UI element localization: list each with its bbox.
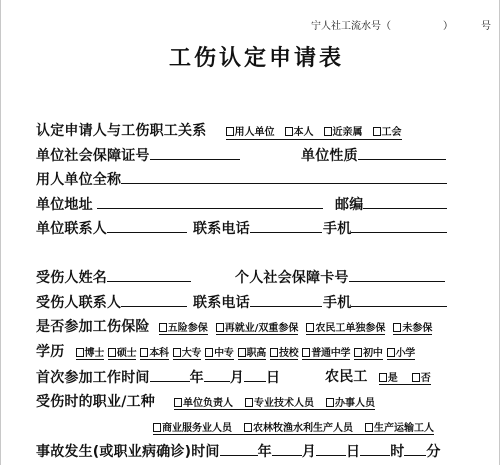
- social-card-row: [235, 268, 445, 285]
- page-title: 工伤认定申请表: [169, 46, 345, 71]
- migrant-option-yes[interactable]: 是: [379, 373, 398, 384]
- education-option[interactable]: 硕士: [108, 348, 136, 360]
- checkbox-icon[interactable]: [108, 348, 116, 357]
- accident-day-field[interactable]: [316, 442, 346, 456]
- checkbox-icon[interactable]: [302, 348, 310, 357]
- migrant-label: 农民工: [325, 369, 368, 385]
- unit-mobile-field[interactable]: [351, 219, 447, 233]
- education-option[interactable]: 大专: [173, 348, 201, 360]
- postcode-field[interactable]: [363, 195, 447, 209]
- injured-contact-label: 受伤人联系人: [36, 295, 122, 311]
- injured-contact-row: [36, 293, 187, 310]
- checkbox-icon[interactable]: [379, 373, 387, 382]
- education-option[interactable]: 中专: [205, 348, 233, 360]
- education-option[interactable]: 普通中学: [302, 348, 350, 360]
- checkbox-icon[interactable]: [324, 127, 332, 136]
- injured-name-field[interactable]: [107, 268, 191, 282]
- insurance-options: [159, 323, 433, 334]
- occupation-options-row1: [174, 398, 375, 410]
- checkbox-icon[interactable]: [140, 348, 148, 357]
- accident-hour-field[interactable]: [360, 442, 390, 456]
- unit-phone-row: [193, 219, 322, 236]
- minute-label: 分: [426, 444, 441, 460]
- unit-contact-label: 单位联系人: [36, 221, 107, 237]
- checkbox-icon[interactable]: [306, 323, 314, 332]
- first-work-day-field[interactable]: [244, 368, 266, 382]
- occupation-option[interactable]: 专业技术人员: [245, 398, 314, 409]
- first-work-year-field[interactable]: [150, 368, 190, 382]
- accident-year-field[interactable]: [220, 442, 258, 456]
- education-option[interactable]: 初中: [354, 348, 382, 360]
- education-option[interactable]: 职高: [238, 348, 266, 360]
- address-row: [36, 195, 323, 212]
- relation-option-employer[interactable]: 用人单位: [226, 127, 275, 138]
- day-label: 日: [346, 444, 361, 460]
- unit-phone-label: 联系电话: [193, 221, 250, 237]
- month-label: 月: [301, 444, 317, 460]
- unit-nature-label: 单位性质: [301, 148, 358, 164]
- social-card-field[interactable]: [349, 268, 445, 282]
- unit-name-field[interactable]: [121, 170, 447, 184]
- hour-label: 时: [390, 444, 405, 460]
- checkbox-icon[interactable]: [387, 348, 395, 357]
- first-work-row: [36, 368, 280, 385]
- migrant-options: [379, 373, 431, 385]
- migrant-row: [325, 368, 431, 384]
- unit-phone-field[interactable]: [250, 219, 322, 233]
- occupation-option[interactable]: 生产运输工人: [365, 423, 434, 434]
- occupation-row2: [153, 418, 434, 434]
- accident-month-field[interactable]: [272, 442, 302, 456]
- education-row: [36, 343, 415, 360]
- checkbox-icon[interactable]: [76, 348, 84, 357]
- education-option[interactable]: 本科: [140, 348, 168, 360]
- occupation-option[interactable]: 农林牧渔水利生产人员: [244, 423, 353, 434]
- injured-phone-field[interactable]: [250, 293, 322, 307]
- relation-label: 认定申请人与工伤职工关系: [36, 123, 207, 139]
- insurance-label: 是否参加工伤保险: [36, 319, 150, 335]
- checkbox-icon[interactable]: [412, 373, 420, 382]
- checkbox-icon[interactable]: [326, 398, 334, 407]
- injured-phone-label: 联系电话: [193, 295, 250, 311]
- occupation-option[interactable]: 办事人员: [326, 398, 375, 409]
- postcode-label: 邮编: [335, 197, 364, 213]
- unit-name-label: 用人单位全称: [36, 172, 122, 188]
- checkbox-icon[interactable]: [393, 323, 401, 332]
- checkbox-icon[interactable]: [365, 423, 373, 432]
- injured-name-label: 受伤人姓名: [36, 270, 107, 286]
- insurance-no-field[interactable]: [150, 146, 240, 160]
- occupation-label: 受伤时的职业/工种: [36, 394, 155, 410]
- accident-time-row: [36, 442, 441, 459]
- checkbox-icon[interactable]: [226, 127, 234, 136]
- serial-label: 宁人社工流水号（: [311, 21, 391, 32]
- checkbox-icon[interactable]: [159, 323, 167, 332]
- checkbox-icon[interactable]: [174, 398, 182, 407]
- occupation-options-row2: [153, 423, 434, 435]
- serial-suffix: 号: [481, 21, 491, 32]
- first-work-month-field[interactable]: [204, 368, 230, 382]
- occupation-row: [36, 393, 375, 409]
- checkbox-icon[interactable]: [216, 323, 224, 332]
- checkbox-icon[interactable]: [245, 398, 253, 407]
- unit-contact-row: [36, 219, 187, 236]
- unit-mobile-label: 手机: [323, 221, 352, 237]
- serial-close: ）: [443, 21, 453, 32]
- relation-row: [36, 122, 402, 138]
- unit-nature-field[interactable]: [358, 146, 446, 160]
- checkbox-icon[interactable]: [238, 348, 246, 357]
- address-label: 单位地址: [36, 197, 93, 213]
- insurance-option-migrant[interactable]: 农民工单独参保: [306, 323, 385, 335]
- accident-time-label: 事故发生(或职业病确诊)时间: [36, 444, 220, 460]
- migrant-option-no[interactable]: 否: [412, 373, 431, 384]
- serial-number-line: [311, 22, 453, 32]
- education-options: [76, 348, 415, 359]
- education-label: 学历: [36, 344, 65, 360]
- checkbox-icon[interactable]: [373, 127, 381, 136]
- unit-mobile-row: [323, 219, 447, 236]
- insurance-option-none[interactable]: 未参保: [393, 323, 432, 335]
- social-card-label: 个人社会保障卡号: [235, 270, 349, 286]
- relation-option-union[interactable]: 工会: [373, 127, 402, 138]
- postcode-row: [335, 195, 447, 212]
- injured-mobile-field[interactable]: [351, 293, 447, 307]
- unit-name-row: [36, 170, 447, 187]
- checkbox-icon[interactable]: [354, 348, 362, 357]
- year-label: 年: [189, 370, 204, 386]
- relation-option-relative[interactable]: 近亲属: [324, 127, 363, 138]
- checkbox-icon[interactable]: [285, 127, 293, 136]
- injured-contact-field[interactable]: [121, 293, 187, 307]
- injured-mobile-row: [323, 293, 447, 310]
- accident-minute-field[interactable]: [404, 442, 426, 456]
- insurance-no-label: 单位社会保障证号: [36, 148, 150, 164]
- insurance-no-row: [36, 146, 240, 163]
- injured-name-row: [36, 268, 191, 285]
- education-option[interactable]: 小学: [387, 348, 415, 360]
- insurance-option-reemploy[interactable]: 再就业/双重参保: [216, 323, 299, 335]
- relation-options: [226, 127, 402, 140]
- month-label: 月: [229, 370, 245, 386]
- checkbox-icon[interactable]: [244, 423, 252, 432]
- unit-contact-field[interactable]: [107, 219, 187, 233]
- occupation-option[interactable]: 单位负责人: [174, 398, 233, 409]
- education-option[interactable]: 博士: [76, 348, 104, 360]
- relation-option-self[interactable]: 本人: [285, 127, 314, 138]
- checkbox-icon[interactable]: [153, 423, 161, 432]
- year-label: 年: [257, 444, 272, 460]
- occupation-option[interactable]: 商业服务业人员: [153, 423, 232, 434]
- unit-nature-row: [301, 146, 446, 163]
- injured-mobile-label: 手机: [323, 295, 352, 311]
- injured-phone-row: [193, 293, 322, 310]
- education-option[interactable]: 技校: [270, 348, 298, 360]
- day-label: 日: [266, 370, 281, 386]
- checkbox-icon[interactable]: [270, 348, 278, 357]
- address-field[interactable]: [97, 195, 323, 209]
- checkbox-icon[interactable]: [205, 348, 213, 357]
- insurance-row: [36, 318, 432, 335]
- first-work-label: 首次参加工作时间: [36, 370, 150, 386]
- checkbox-icon[interactable]: [173, 348, 181, 357]
- insurance-option-five[interactable]: 五险参保: [159, 323, 208, 335]
